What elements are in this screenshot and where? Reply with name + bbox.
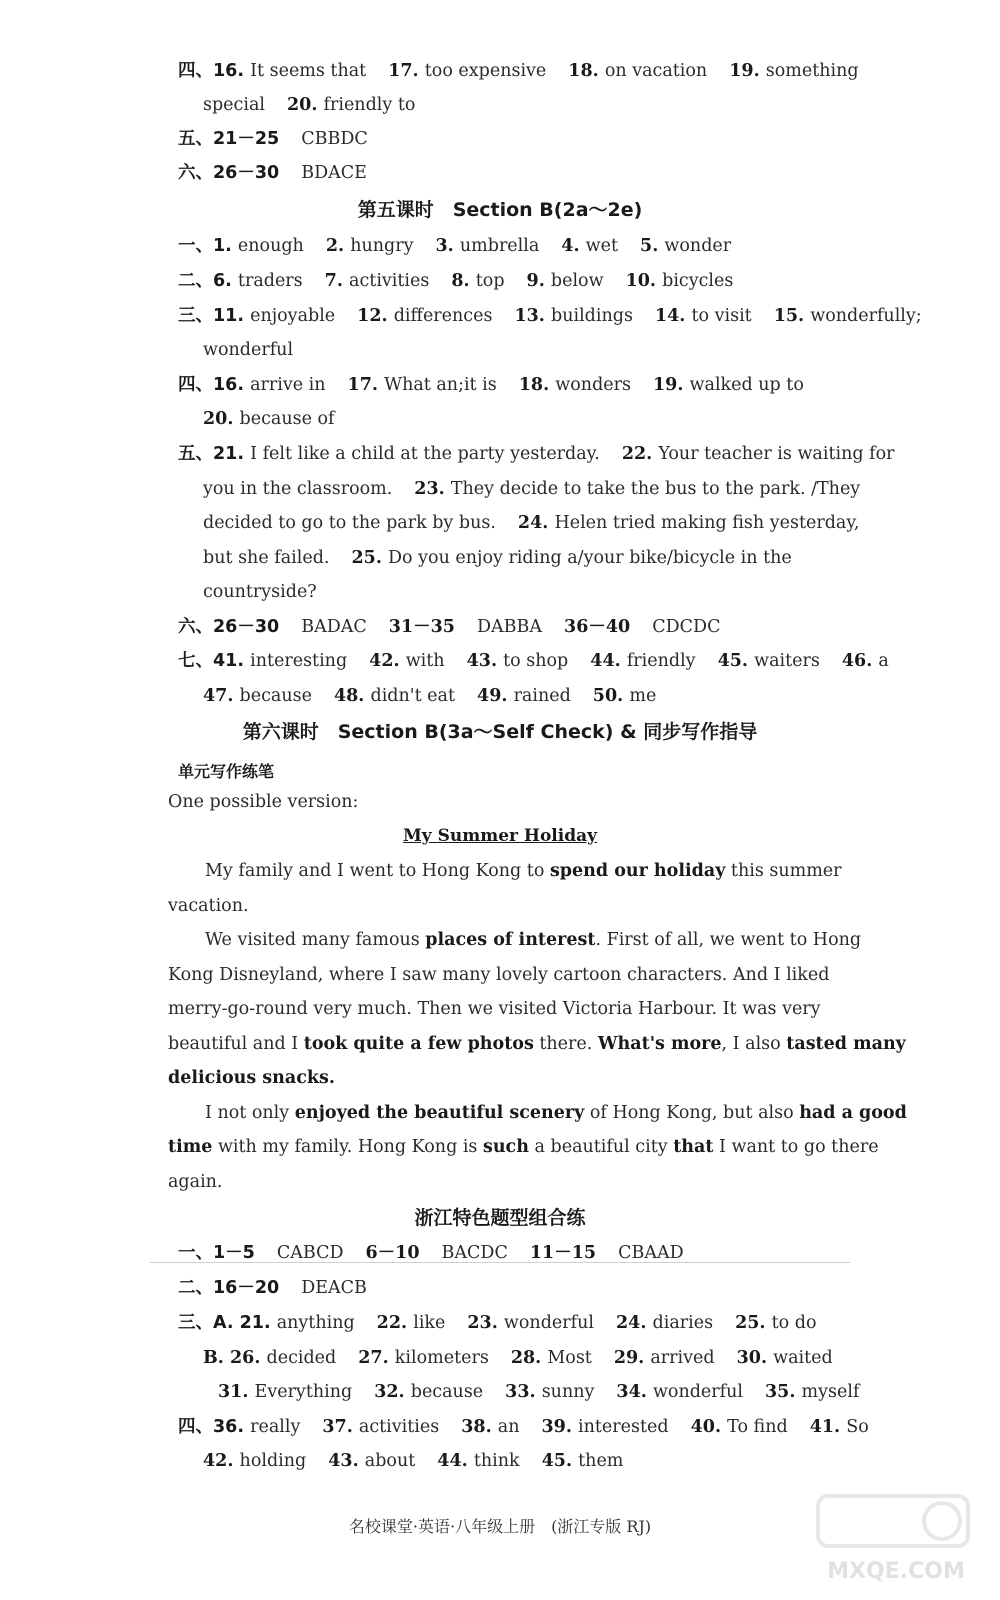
key-phrase: tasted many <box>786 1034 906 1054</box>
answer-line <box>0 477 1000 501</box>
answer: like <box>413 1313 446 1333</box>
item-number: 46. <box>841 651 879 671</box>
answer: CBBDC <box>301 129 368 149</box>
item-number: 五、21－25 <box>178 129 280 149</box>
answer: friendly <box>626 651 696 671</box>
essay-title: My Summer Holiday <box>402 826 597 846</box>
subsection-heading: 单元写作练笔 <box>178 762 275 781</box>
item-number: 19. <box>729 61 766 81</box>
key-phrase: spend our holiday <box>549 861 726 881</box>
answer: because <box>410 1382 484 1402</box>
essay-line <box>0 1135 879 1159</box>
answer: enjoyable <box>250 306 336 326</box>
item-number: 19. <box>652 375 690 395</box>
answer: myself <box>801 1382 860 1402</box>
answer: you in the classroom. <box>203 479 393 499</box>
item-number: 27. <box>358 1348 395 1368</box>
item-number: 9. <box>526 271 551 291</box>
answer: arrive in <box>250 375 326 395</box>
essay-text: , I also <box>721 1034 787 1054</box>
answer: an <box>497 1417 520 1437</box>
essay-line: again. <box>168 1172 223 1192</box>
answer: anything <box>276 1313 355 1333</box>
answer: decided to go to the park by bus. <box>203 513 496 533</box>
item-number: 37. <box>322 1417 359 1437</box>
item-number: 44. <box>437 1451 474 1471</box>
item-number: 30. <box>736 1348 774 1368</box>
item-number: 45. <box>541 1451 579 1471</box>
item-number: 25. <box>735 1313 772 1333</box>
essay-text: My family and I went to Hong Kong to <box>205 861 550 881</box>
essay-text: this summer <box>725 861 842 881</box>
essay-text: with my family. Hong Kong is <box>212 1137 483 1157</box>
key-phrase: time <box>168 1137 213 1157</box>
answer: Do you enjoy riding a/your bike/bicycle in the <box>388 548 792 568</box>
item-number: 36－40 <box>564 617 631 637</box>
key-phrase: enjoyed the beautiful scenery <box>294 1103 585 1123</box>
item-number: 六、26－30 <box>178 617 280 637</box>
item-number: 23. <box>467 1313 504 1333</box>
answer: holding <box>239 1451 307 1471</box>
answer: too expensive <box>424 61 547 81</box>
item-number: 42. <box>369 651 406 671</box>
answer-line <box>0 649 1000 673</box>
essay-line: vacation. <box>168 896 249 916</box>
item-number: 7. <box>324 271 350 291</box>
answer: on vacation <box>604 61 708 81</box>
answer-line <box>0 1415 1000 1439</box>
item-number: 39. <box>541 1417 579 1437</box>
item-number: 六、26－30 <box>178 163 280 183</box>
item-number: 22. <box>621 444 659 464</box>
essay-line: Kong Disneyland, where I saw many lovely cartoon characters. And I liked <box>168 965 830 985</box>
answer: DABBA <box>477 617 543 637</box>
item-number: 8. <box>451 271 476 291</box>
item-number: 七、41. <box>178 651 251 671</box>
answer: them <box>578 1451 624 1471</box>
answer-line <box>0 161 1000 185</box>
answer: To find <box>727 1417 788 1437</box>
answer-line <box>0 304 1000 328</box>
item-number: 11－15 <box>529 1243 597 1263</box>
answer: wet <box>585 236 619 256</box>
essay-line <box>0 928 862 952</box>
key-phrase: had a good <box>799 1103 907 1123</box>
answer: wonder <box>664 236 732 256</box>
answer: below <box>550 271 604 291</box>
answer: wonderful <box>503 1313 594 1333</box>
item-number: 50. <box>592 686 630 706</box>
answer: differences <box>393 306 493 326</box>
answer: didn't eat <box>370 686 456 706</box>
answer: special <box>203 95 265 115</box>
answer-line <box>0 407 1000 431</box>
item-number: 43. <box>328 1451 365 1471</box>
item-number: 42. <box>203 1451 240 1471</box>
answer: wonderfully; <box>810 306 922 326</box>
answer-line <box>0 338 1000 362</box>
watermark-logo <box>812 1488 982 1588</box>
item-number: 18. <box>518 375 556 395</box>
item-number: 5. <box>640 236 665 256</box>
answer-line <box>0 269 1000 293</box>
item-number: 44. <box>590 651 627 671</box>
item-number: 10. <box>625 271 663 291</box>
essay-text: beautiful and I <box>168 1034 304 1054</box>
item-number: 一、1. <box>178 236 238 256</box>
answer: friendly to <box>323 95 416 115</box>
answer: rained <box>513 686 571 706</box>
item-number: 48. <box>333 686 371 706</box>
answer: activities <box>358 1417 440 1437</box>
item-number: 20. <box>286 95 324 115</box>
answer-line <box>0 511 1000 535</box>
answer-line <box>0 1311 1000 1335</box>
answer: something <box>765 61 859 81</box>
answer: about <box>364 1451 416 1471</box>
answer: really <box>250 1417 301 1437</box>
answer: wonderful <box>203 340 294 360</box>
answer: CBAAD <box>618 1243 684 1263</box>
answer: to visit <box>691 306 752 326</box>
item-number: 四、16. <box>178 61 251 81</box>
answer: traders <box>237 271 303 291</box>
answer-line <box>0 127 1000 151</box>
key-phrase: What's more <box>597 1034 722 1054</box>
item-number: 24. <box>517 513 555 533</box>
answer: umbrella <box>459 236 540 256</box>
item-number: 二、6. <box>178 271 238 291</box>
essay-text: a beautiful city <box>528 1137 674 1157</box>
answer: interested <box>578 1417 669 1437</box>
answer: BADAC <box>301 617 367 637</box>
essay-line <box>0 1066 810 1090</box>
item-number: 12. <box>357 306 394 326</box>
answer-line <box>0 580 1000 604</box>
item-number: 17. <box>388 61 425 81</box>
answer: DEACB <box>301 1278 367 1298</box>
answer-line <box>0 373 1000 397</box>
key-phrase: places of interest <box>425 930 596 950</box>
section-heading: 浙江特色题型组合练 <box>414 1207 586 1229</box>
answer: because <box>239 686 312 706</box>
item-number: 23. <box>414 479 451 499</box>
answer-line <box>0 1449 1000 1473</box>
essay-text: . First of all, we went to Hong <box>595 930 862 950</box>
answer-line <box>0 59 1000 83</box>
answer: BDACE <box>301 163 367 183</box>
section-heading: 第六课时 Section B(3a～Self Check) & 同步写作指导 <box>242 721 758 743</box>
item-number: B. 26. <box>203 1348 267 1368</box>
item-number: 24. <box>615 1313 653 1333</box>
answer: CABCD <box>276 1243 344 1263</box>
answer: diaries <box>652 1313 714 1333</box>
answer: hungry <box>350 236 414 256</box>
answer-line <box>0 1380 1000 1404</box>
item-number: 6－10 <box>365 1243 420 1263</box>
essay-text: We visited many famous <box>205 930 426 950</box>
answer: decided <box>266 1348 337 1368</box>
item-number: 4. <box>561 236 586 256</box>
answer-line <box>0 1346 1000 1370</box>
answer: Your teacher is waiting for <box>658 444 895 464</box>
key-phrase: that <box>673 1137 714 1157</box>
answer-line <box>0 684 1000 708</box>
item-number: 18. <box>568 61 605 81</box>
item-number: 35. <box>765 1382 802 1402</box>
item-number: 34. <box>616 1382 653 1402</box>
item-number: 40. <box>690 1417 728 1437</box>
answer: Most <box>547 1348 592 1368</box>
answer: So <box>846 1417 869 1437</box>
item-number: 41. <box>809 1417 847 1437</box>
answer: top <box>475 271 505 291</box>
essay-line <box>0 1101 907 1125</box>
item-number: 四、16. <box>178 375 251 395</box>
answer: They decide to take the bus to the park. /They <box>450 479 861 499</box>
item-number: 49. <box>477 686 514 706</box>
answer: wonderful <box>652 1382 743 1402</box>
answer: a <box>878 651 889 671</box>
answer: me <box>629 686 657 706</box>
watermark-text: MXQE.COM <box>827 1559 965 1584</box>
essay-text: there. <box>533 1034 598 1054</box>
answer: bicycles <box>662 271 734 291</box>
item-number: 31－35 <box>388 617 455 637</box>
answer: because of <box>239 409 335 429</box>
answer-line <box>0 615 1000 639</box>
item-number: 三、A. 21. <box>178 1313 277 1333</box>
item-number: 五、21. <box>178 444 251 464</box>
key-phrase: such <box>482 1137 529 1157</box>
essay-line <box>0 1032 906 1056</box>
essay-line: merry-go-round very much. Then we visited Victoria Harbour. It was very <box>168 999 821 1019</box>
answer-line <box>0 234 1000 258</box>
answer-line <box>0 1276 1000 1300</box>
item-number: 14. <box>654 306 692 326</box>
answer: buildings <box>551 306 633 326</box>
section-heading: 第五课时 Section B(2a～2e) <box>357 199 643 221</box>
item-number: 29. <box>613 1348 651 1368</box>
answer: but she failed. <box>203 548 330 568</box>
answer: Everything <box>254 1382 353 1402</box>
item-number: 三、11. <box>178 306 251 326</box>
item-number: 32. <box>374 1382 411 1402</box>
answer: walked up to <box>689 375 804 395</box>
item-number: 45. <box>717 651 755 671</box>
answer-line <box>0 546 1000 570</box>
answer: It seems that <box>250 61 367 81</box>
answer: enough <box>237 236 304 256</box>
item-number: 二、16－20 <box>178 1278 280 1298</box>
version-note: One possible version: <box>168 792 359 812</box>
item-number: 15. <box>773 306 811 326</box>
answer-line <box>0 93 1000 117</box>
item-number: 2. <box>325 236 351 256</box>
item-number: 四、36. <box>178 1417 251 1437</box>
answer: to do <box>771 1313 817 1333</box>
item-number: 28. <box>510 1348 548 1368</box>
answer: I felt like a child at the party yesterday. <box>250 444 600 464</box>
page-footer: 名校课堂·英语·八年级上册 (浙江专版 RJ) <box>348 1517 652 1536</box>
item-number: 47. <box>203 686 240 706</box>
item-number: 20. <box>203 409 240 429</box>
essay-text: I not only <box>205 1103 295 1123</box>
answer: with <box>405 651 445 671</box>
answer: kilometers <box>394 1348 489 1368</box>
item-number: 13. <box>514 306 551 326</box>
answer: waiters <box>754 651 820 671</box>
answer: activities <box>349 271 430 291</box>
essay-text: of Hong Kong, but also <box>584 1103 800 1123</box>
item-number: 一、1－5 <box>178 1243 255 1263</box>
answer: waited <box>773 1348 833 1368</box>
essay-line <box>0 859 842 883</box>
essay-text: I want to go there <box>713 1137 879 1157</box>
item-number: 17. <box>347 375 385 395</box>
answer: BACDC <box>441 1243 508 1263</box>
key-phrase: delicious snacks. <box>168 1068 335 1088</box>
item-number: 31. <box>218 1382 255 1402</box>
answer-line <box>0 1241 1000 1265</box>
key-phrase: took quite a few photos <box>303 1034 534 1054</box>
answer: countryside? <box>203 582 317 602</box>
item-number: 3. <box>435 236 460 256</box>
answer: CDCDC <box>652 617 721 637</box>
answer: Helen tried making fish yesterday, <box>554 513 860 533</box>
item-number: 43. <box>466 651 504 671</box>
answer: sunny <box>541 1382 595 1402</box>
item-number: 25. <box>351 548 389 568</box>
answer: arrived <box>650 1348 715 1368</box>
answer-line <box>0 442 1000 466</box>
answer: to shop <box>503 651 569 671</box>
answer: wonders <box>555 375 631 395</box>
item-number: 33. <box>505 1382 542 1402</box>
item-number: 22. <box>376 1313 414 1333</box>
answer: think <box>473 1451 520 1471</box>
item-number: 38. <box>461 1417 498 1437</box>
answer: What an;it is <box>384 375 497 395</box>
answer: interesting <box>250 651 348 671</box>
